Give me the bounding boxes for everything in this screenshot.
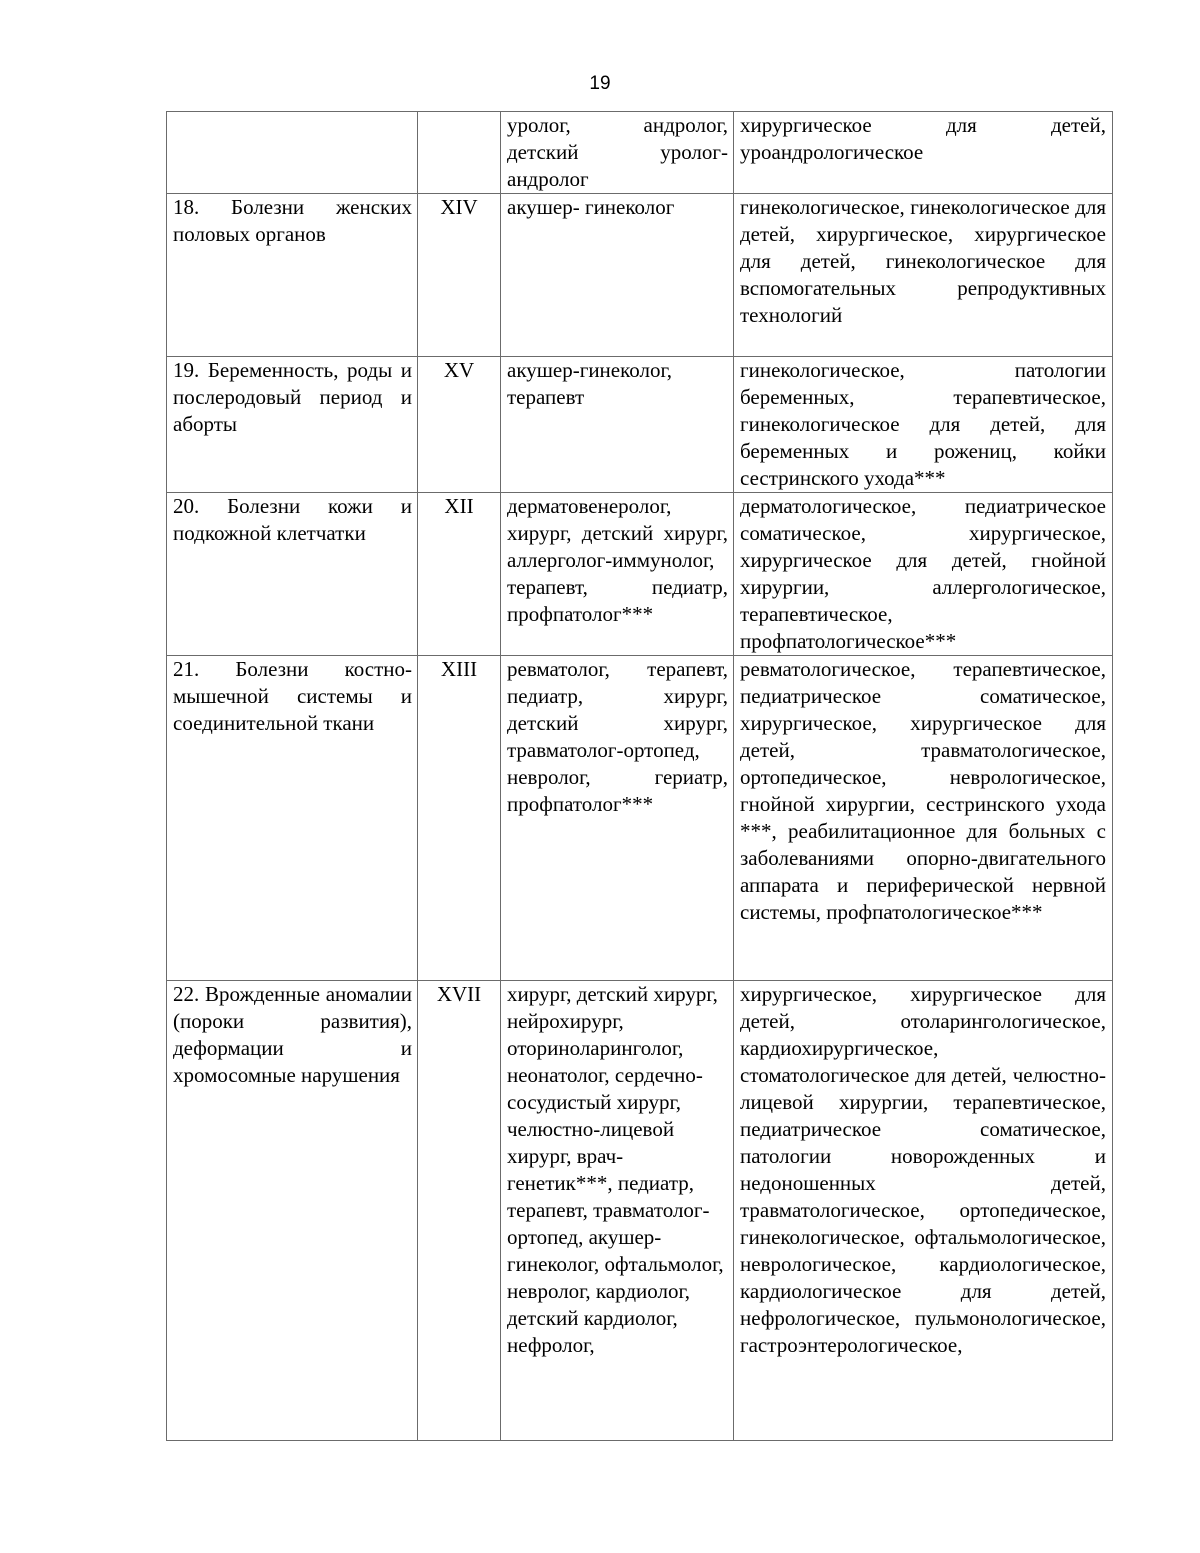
disease-group-cell: 18. Болезни женских половых органов: [167, 194, 418, 357]
disease-group-cell: [167, 112, 418, 194]
icd-class-cell: XIV: [418, 194, 501, 357]
table-row: [167, 357, 1113, 493]
specialists-cell: акушер-гинеколог, терапевт: [501, 357, 734, 493]
specialists-cell: ревматолог, терапевт, педиатр, хирург, детский хирург, травматолог-ортопед, невролог, гериатр, профпатолог***: [501, 656, 734, 981]
table-row: [167, 493, 1113, 656]
table-row: [167, 112, 1113, 194]
disease-group-cell: 21. Болезни костно-мышечной системы и соединительной ткани: [167, 656, 418, 981]
table-row: [167, 981, 1113, 1441]
disease-group-cell: 20. Болезни кожи и подкожной клетчатки: [167, 493, 418, 656]
table-row: [167, 194, 1113, 357]
icd-class-cell: XVII: [418, 981, 501, 1441]
icd-class-cell: XII: [418, 493, 501, 656]
disease-group-cell: 19. Беременность, роды и послеродовый период и аборты: [167, 357, 418, 493]
bed-profiles-cell: гинекологическое, гинекологическое для детей, хирургическое, хирургическое для детей, гинекологическое для вспомогательных репродуктивных технологий: [734, 194, 1113, 357]
page-number: 19: [589, 73, 611, 94]
icd-class-cell: XIII: [418, 656, 501, 981]
bed-profiles-cell: ревматологическое, терапевтическое, педиатрическое соматическое, хирургическое, хирургическое для детей, травматологическое, ортопедическое, неврологическое, гнойной хирургии, сестринского ухода ***, реабилитационное для больных с заболеваниями опорно-двигательного аппарата и периферической нервной системы, профпатологическое***: [734, 656, 1113, 981]
bed-profiles-cell: хирургическое для детей, уроандрологическое: [734, 112, 1113, 194]
bed-profiles-cell: дерматологическое, педиатрическое соматическое, хирургическое, хирургическое для детей, гнойной хирургии, аллергологическое, терапевтическое, профпатологическое***: [734, 493, 1113, 656]
specialists-cell: хирург, детский хирург, нейрохирург, оториноларинголог, неонатолог, сердечно-сосудистый хирург, челюстно-лицевой хирург, врач-генетик***, педиатр, терапевт, травматолог-ортопед, акушер-гинеколог, офтальмолог, невролог, кардиолог, детский кардиолог, нефролог,: [501, 981, 734, 1441]
bed-profiles-cell: гинекологическое, патологии беременных, терапевтическое, гинекологическое для детей, для беременных и рожениц, койки сестринского ухода***: [734, 357, 1113, 493]
specialists-cell: дерматовенеролог, хирург, детский хирург, аллерголог-иммунолог, терапевт, педиатр, профпатолог***: [501, 493, 734, 656]
icd-class-cell: [418, 112, 501, 194]
specialists-cell: уролог, андролог, детский уролог-андролог: [501, 112, 734, 194]
specialty-bed-profile-table: [166, 111, 1113, 1441]
table-row: [167, 656, 1113, 981]
bed-profiles-cell: хирургическое, хирургическое для детей, отоларингологическое, кардиохирургическое, стоматологическое для детей, челюстно-лицевой хирургии, терапевтическое, педиатрическое соматическое, патологии новорожденных и недоношенных детей, травматологическое, ортопедическое, гинекологическое, офтальмологическое, неврологическое, кардиологическое, кардиологическое для детей, нефрологическое, пульмонологическое, гастроэнтерологическое,: [734, 981, 1113, 1441]
icd-class-cell: XV: [418, 357, 501, 493]
specialists-cell: акушер- гинеколог: [501, 194, 734, 357]
disease-group-cell: 22. Врожденные аномалии (пороки развития), деформации и хромосомные нарушения: [167, 981, 418, 1441]
